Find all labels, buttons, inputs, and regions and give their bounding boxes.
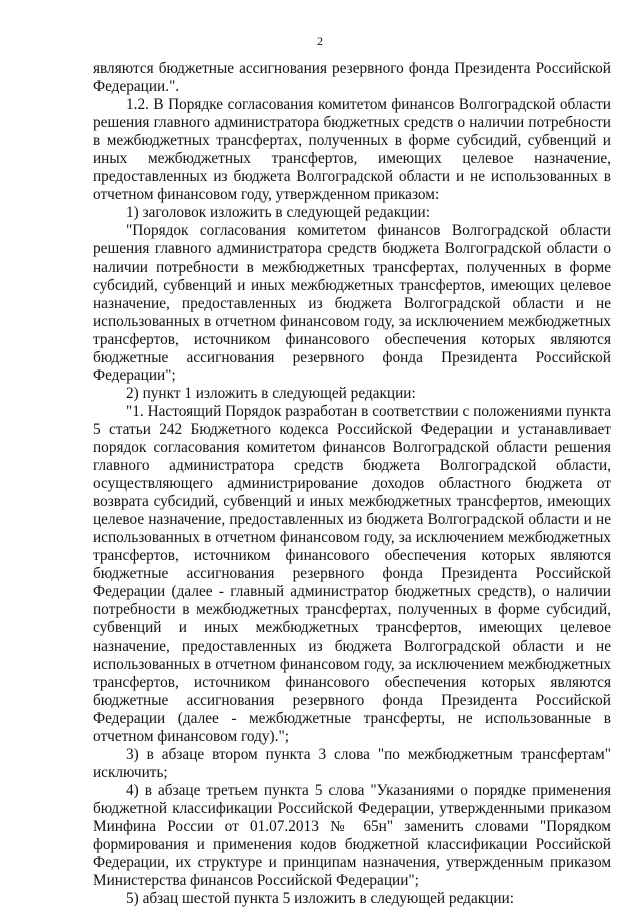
paragraph-item-5: 5) абзац шестой пункта 5 изложить в следующей редакции: [126, 890, 514, 908]
paragraph-item-3: 3) в абзаце втором пункта 3 слова "по межбюджетным трансфертам" исключить; [93, 745, 611, 781]
paragraph-item-4: 4) в абзаце третьем пункта 5 слова "Указаниями о порядке применения бюджетной классификации Российской Федерации, утвержденными приказом Минфина России от 01.07.2013 № 65н" заменить словами "Порядком формирования и применения кодов бюджетной классификации Российской Федерации, их структуре и принципам назначения, утвержденным приказом Министерства финансов Российской Федерации"; [93, 781, 611, 890]
paragraph-new-point-1: "1. Настоящий Порядок разработан в соответствии с положениями пункта 5 статьи 242 Бюджетного кодекса Российской Федерации и устанавливает порядок согласования комитетом финансов Волгоградской области решения главного администратора средств бюджета Волгоградской области, осуществляющего администрирование доходов областного бюджета от возврата субсидий, субвенций и иных межбюджетных трансфертов, имеющих целевое назначение, предоставленных из бюджета Волгоградской области и не использованных в отчетном финансовом году, за исключением межбюджетных трансфертов, источником финансового обеспечения которых являются бюджетные ассигнования резервного фонда Президента Российской Федерации (далее - главный администратор бюджетных средств), о наличии потребности в межбюджетных трансфертах, полученных в форме субсидий, субвенций и иных межбюджетных трансфертов, имеющих целевое назначение, предоставленных из бюджета Волгоградской области и не использованных в отчетном финансовом году, за исключением межбюджетных трансфертов, источником финансового обеспечения которых являются бюджетные ассигнования резервного фонда Президента Российской Федерации (далее - межбюджетные трансферты, не использованные в отчетном финансовом году)."; [93, 402, 611, 745]
paragraph-new-title: "Порядок согласования комитетом финансов Волгоградской области решения главного администратора средств бюджета Волгоградской области о наличии потребности в межбюджетных трансфертах, полученных в форме субсидий, субвенций и иных межбюджетных трансфертов, имеющих целевое назначение, предоставленных из бюджета Волгоградской области и не использованных в отчетном финансовом году, за исключением межбюджетных трансфертов, источником финансового обеспечения которых являются бюджетные ассигнования резервного фонда Президента Российской Федерации"; [93, 222, 611, 384]
paragraph-item-1: 1) заголовок изложить в следующей редакции: [126, 204, 430, 222]
paragraph-continuation: являются бюджетные ассигнования резервного фонда Президента Российской Федерации.". [93, 60, 611, 96]
page-number: 2 [317, 34, 323, 48]
paragraph-item-2: 2) пункт 1 изложить в следующей редакции: [126, 384, 416, 402]
document-body [93, 60, 611, 908]
paragraph-section-1-2: 1.2. В Порядке согласования комитетом финансов Волгоградской области решения главного администратора бюджетных средств о наличии потребности в межбюджетных трансфертах, полученных в форме субсидий, субвенций и иных межбюджетных трансфертов, имеющих целевое назначение, предоставленных из бюджета Волгоградской области и не использованных в отчетном финансовом году, утвержденном приказом: [93, 96, 611, 204]
